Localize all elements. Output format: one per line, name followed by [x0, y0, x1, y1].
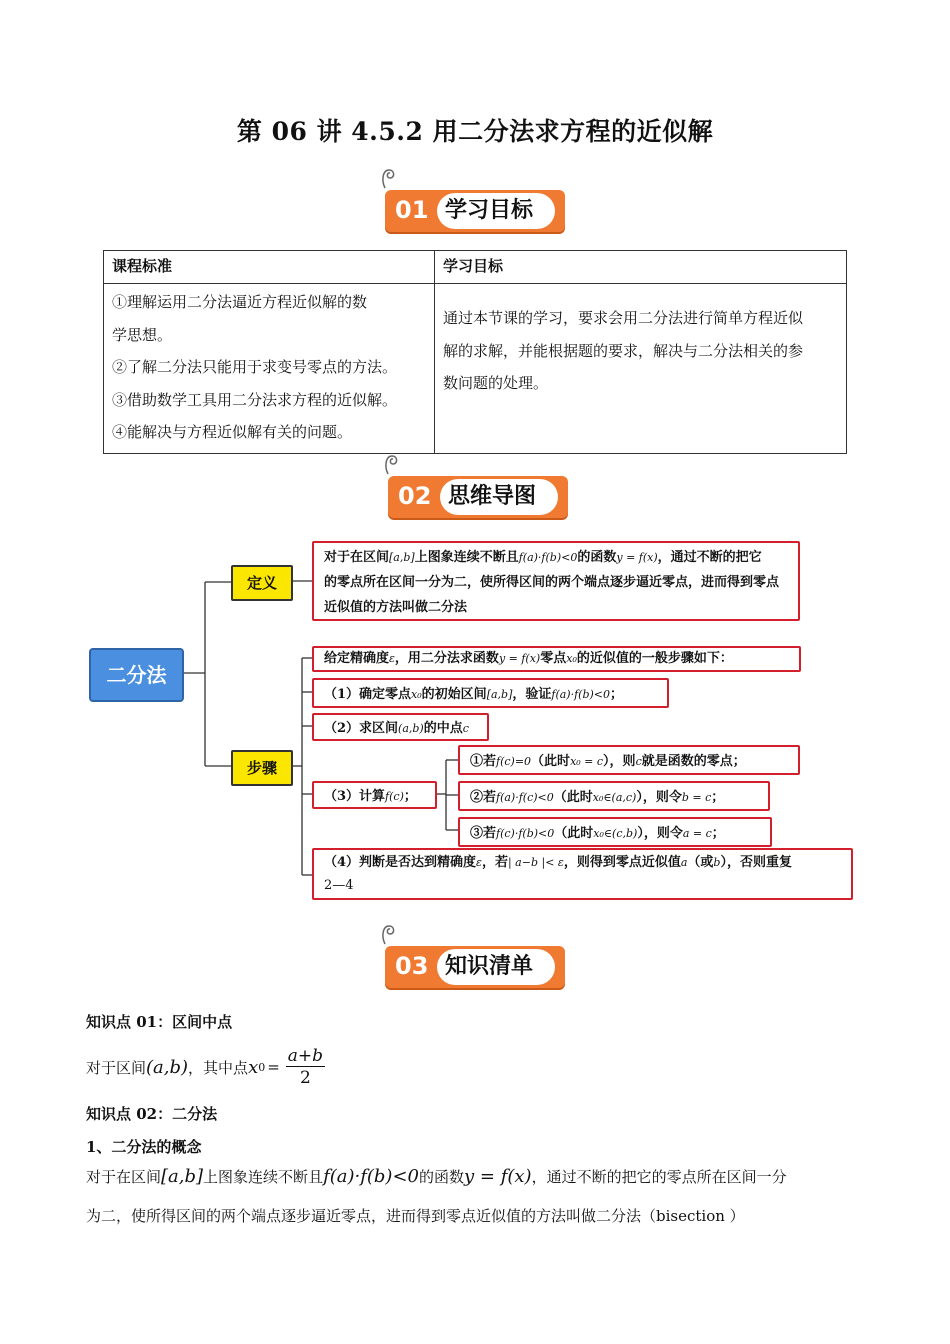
math: [a,b]	[389, 551, 415, 564]
standard-line: ①理解运用二分法逼近方程近似解的数	[112, 293, 368, 311]
math: [a,b]	[486, 688, 513, 701]
page-title: 第 06 讲 4.5.2 用二分法求方程的近似解	[236, 117, 714, 146]
math: f(a)·f(b)<0	[323, 1166, 419, 1187]
text: ；	[711, 790, 725, 805]
knowledge-point-1-title: 知识点 01：区间中点	[86, 1013, 233, 1031]
definition-line-1	[324, 545, 788, 570]
standard-line: 学思想。	[112, 325, 173, 344]
concept-paragraph-line-2: 为二，使所得区间的两个端点逐步逼近零点，进而得到零点近似值的方法叫做二分法（bisection ）	[86, 1207, 745, 1225]
concept-subtitle: 1、二分法的概念	[86, 1138, 202, 1156]
math: a = c	[682, 827, 712, 840]
step-2-box	[312, 713, 489, 741]
text: 就是函数的零点；	[641, 754, 746, 769]
section-number: 03	[395, 952, 429, 980]
step-4-line-2: 2—4	[324, 878, 354, 893]
text: 的近似值的一般步骤如下：	[576, 651, 733, 666]
math: y = f(x)	[498, 652, 541, 665]
table-header-standard: 课程标准	[104, 251, 435, 284]
math: b	[713, 856, 721, 869]
text: 的中点	[423, 721, 463, 736]
text: 对于在区间	[86, 1168, 162, 1186]
math: a	[680, 856, 688, 869]
steps-intro-box	[312, 646, 801, 672]
math: x₀ = c	[570, 755, 604, 768]
standard-line: ③借助数学工具用二分法求方程的近似解。	[112, 390, 398, 409]
text: （1）确定零点	[324, 687, 412, 702]
standard-line: ④能解决与方程近似解有关的问题。	[112, 423, 353, 441]
mindmap-node-definition: 定义	[231, 565, 293, 601]
math: x	[248, 1056, 259, 1078]
section-number: 02	[398, 482, 432, 510]
section-header-knowledge	[385, 940, 565, 988]
goal-line: 数问题的处理。	[443, 374, 549, 392]
text: ①若	[470, 754, 497, 769]
text: 的初始区间	[421, 687, 487, 702]
text: ②若	[470, 790, 497, 805]
math: c	[462, 722, 469, 735]
text: （此时	[531, 754, 571, 769]
math: f(a)·f(c)<0	[496, 791, 554, 804]
step-3-box	[312, 781, 437, 809]
math: y = f(x)	[616, 551, 658, 564]
math: f(a)·f(b)<0	[518, 551, 578, 564]
text: ；	[610, 687, 624, 702]
goal-line: 解的求解，并能根据题的要求，解决与二分法相关的参	[443, 341, 804, 360]
math: ε	[476, 856, 482, 869]
text: ，若	[481, 855, 508, 870]
math: c	[635, 755, 642, 768]
math: y = f(x)	[464, 1166, 532, 1187]
math: =	[267, 1058, 280, 1076]
math: (a,b)	[146, 1056, 189, 1078]
goal-line: 通过本节课的学习，要求会用二分法进行简单方程近似	[443, 309, 804, 327]
definition-line-3: 近似值的方法叫做二分法	[324, 600, 468, 615]
step-3-case-2-box	[458, 781, 770, 811]
step-4-line-1	[324, 851, 841, 874]
text: （此时	[553, 790, 593, 805]
math: f(c)·f(b)<0	[496, 827, 555, 840]
text: ；	[711, 826, 725, 841]
standard-line: ②了解二分法只能用于求变号零点的方法。	[112, 358, 398, 376]
midpoint-fraction	[286, 1046, 325, 1089]
math: x₀∈(c,b)	[593, 827, 638, 840]
math: x₀	[411, 688, 422, 701]
math: x₀∈(a,c)	[592, 791, 637, 804]
text: ，通过不断的把它的零点所在区间一分	[531, 1168, 787, 1186]
text: （4）判断是否达到精确度	[324, 855, 477, 870]
section-number: 01	[395, 196, 429, 224]
step-3-case-3-box	[458, 817, 772, 847]
math: b = c	[681, 791, 712, 804]
text: （或	[687, 855, 714, 870]
knowledge-point-2-title: 知识点 02：二分法	[86, 1105, 218, 1123]
text: ，其中点	[188, 1058, 249, 1077]
text: 的函数	[577, 550, 617, 565]
text: ，通过不断的把它	[657, 550, 762, 565]
text: ），则	[603, 754, 636, 769]
pin-icon	[379, 922, 403, 948]
math: | a−b |< ε	[507, 856, 564, 869]
fraction-denominator: 2	[300, 1067, 311, 1088]
text: ，则得到零点近似值	[563, 855, 681, 870]
concept-paragraph-line-1	[86, 1166, 876, 1187]
definition-box	[312, 541, 800, 621]
mindmap-node-steps: 步骤	[231, 750, 293, 786]
section-label: 知识清单	[437, 949, 555, 985]
text: 上图象连续不断且	[414, 550, 519, 565]
math: f(c)=0	[496, 755, 532, 768]
math: 0	[258, 1060, 266, 1074]
text: 零点	[540, 651, 567, 666]
knowledge-point-1-text	[86, 1042, 325, 1092]
definition-line-2: 的零点所在区间一分为二，使所得区间的两个端点逐步逼近零点，进而得到零点	[324, 575, 780, 590]
math: (a,b)	[398, 722, 424, 735]
text: 对于在区间	[324, 550, 390, 565]
fraction-numerator: a+b	[287, 1045, 324, 1066]
text: ，验证	[512, 687, 552, 702]
section-label: 学习目标	[437, 193, 555, 229]
text: 的函数	[419, 1168, 465, 1186]
text: ③若	[470, 826, 497, 841]
math: f(a)·f(b)<0	[551, 688, 611, 701]
math: x₀	[566, 652, 577, 665]
text: ），否则重复	[720, 855, 792, 870]
text: ），则令	[636, 790, 682, 805]
math: f(c)	[385, 790, 404, 803]
section-label: 思维导图	[440, 479, 558, 515]
table-header-goal: 学习目标	[435, 251, 847, 284]
text: ，用二分法求函数	[394, 651, 499, 666]
step-1-box	[312, 678, 669, 708]
text: ；	[403, 789, 417, 804]
math: [a,b]	[161, 1166, 204, 1187]
step-3-case-1-box	[458, 745, 800, 775]
mindmap-root: 二分法	[89, 648, 184, 702]
step-4-box	[312, 848, 853, 900]
text: 给定精确度	[324, 651, 390, 666]
text: ），则令	[637, 826, 683, 841]
text: （2）求区间	[324, 721, 399, 736]
text: 上图象连续不断且	[203, 1168, 324, 1186]
text: （此时	[554, 826, 594, 841]
math: ε	[389, 652, 395, 665]
text: （3）计算	[324, 789, 386, 804]
text: 对于区间	[86, 1058, 147, 1077]
